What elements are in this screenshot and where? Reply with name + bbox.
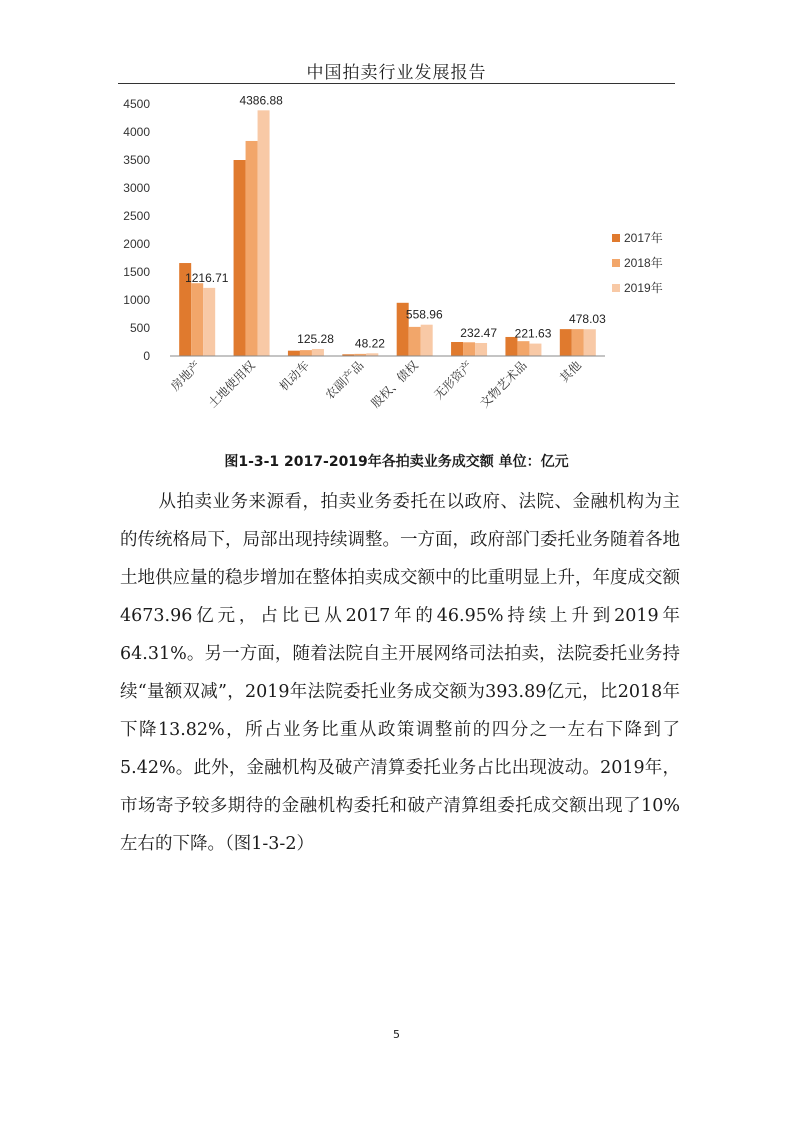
legend-label: 2019年	[624, 281, 663, 295]
legend-label: 2017年	[624, 231, 663, 245]
data-label: 232.47	[460, 325, 498, 340]
x-axis-category-labels	[167, 358, 584, 411]
bar	[409, 327, 421, 356]
figure-caption: 图1-3-1 2017-2019年各拍卖业务成交额 单位：亿元	[224, 454, 569, 470]
bar	[312, 349, 324, 356]
legend-swatch	[612, 259, 620, 267]
x-category-label: 农副产品	[322, 358, 367, 403]
bar	[451, 342, 463, 356]
x-category-label: 机动车	[276, 358, 313, 394]
body-paragraph	[120, 483, 680, 863]
bar	[203, 288, 215, 356]
data-label: 48.22	[354, 336, 385, 351]
bar-series	[179, 110, 596, 356]
x-category-label: 土地使用权	[205, 358, 258, 411]
y-tick-label: 0	[143, 349, 150, 363]
bar	[475, 343, 487, 356]
bar	[234, 160, 246, 356]
legend-swatch	[612, 234, 620, 242]
data-label: 478.03	[569, 312, 606, 327]
page-number: 5	[393, 1028, 400, 1041]
y-tick-label: 1500	[123, 265, 150, 279]
bar	[517, 341, 529, 356]
legend-label: 2018年	[624, 256, 663, 270]
legend	[612, 230, 663, 295]
y-tick-label: 1000	[123, 293, 150, 307]
y-tick-label: 3500	[123, 153, 150, 167]
data-label: 125.28	[297, 331, 334, 346]
bar	[572, 329, 584, 356]
x-category-label: 无形资产	[431, 358, 476, 403]
y-tick-label: 500	[129, 321, 150, 335]
y-tick-label: 2500	[123, 209, 150, 223]
bar	[463, 342, 475, 356]
bar	[584, 329, 596, 356]
y-tick-label: 2000	[123, 237, 150, 251]
legend-swatch	[612, 284, 620, 292]
bar-chart	[100, 88, 700, 443]
bar	[258, 110, 270, 356]
bar	[421, 325, 433, 356]
y-tick-label: 4500	[123, 97, 150, 111]
bar	[246, 141, 258, 356]
y-tick-label: 3000	[123, 181, 150, 195]
body-paragraph-text: 从拍卖业务来源看，拍卖业务委托在以政府、法院、金融机构为主的传统格局下，局部出现持续调整。一方面，政府部门委托业务随着各地土地供应量的稳步增加在整体拍卖成交额中的比重明显上升，年度成交额4673.96亿元，占比已从2017年的46.95%持续上升到2019年64.31%。另一方面，随着法院自主开展网络司法拍卖，法院委托业务持续“量额双减”，2019年法院委托业务成交额为393.89亿元，比2018年下降13.82%，所占业务比重从政策调整前的四分之一左右下降到了5.42%。此外，金融机构及破产清算委托业务占比出现波动。2019年，市场寄予较多期待的金融机构委托和破产清算组委托成交额出现了10%左右的下降。（图1-3-2）	[120, 492, 680, 854]
x-category-label: 房地产	[167, 358, 204, 394]
data-label: 1216.71	[185, 270, 229, 285]
x-category-label: 文物艺术品	[477, 358, 530, 411]
bar	[300, 350, 312, 356]
y-tick-label: 4000	[123, 125, 150, 139]
data-label: 558.96	[405, 307, 443, 322]
data-label: 221.63	[514, 326, 552, 341]
page-header-title: 中国拍卖行业发展报告	[306, 63, 487, 83]
x-category-label: 其他	[557, 358, 584, 386]
y-axis-tick-labels	[123, 97, 150, 363]
x-category-label: 股权、债权	[368, 358, 421, 411]
bar	[191, 283, 203, 356]
bar	[560, 329, 572, 356]
bar	[529, 344, 541, 356]
bar	[288, 351, 300, 356]
data-label: 4386.88	[239, 93, 283, 108]
header-rule	[118, 83, 675, 84]
